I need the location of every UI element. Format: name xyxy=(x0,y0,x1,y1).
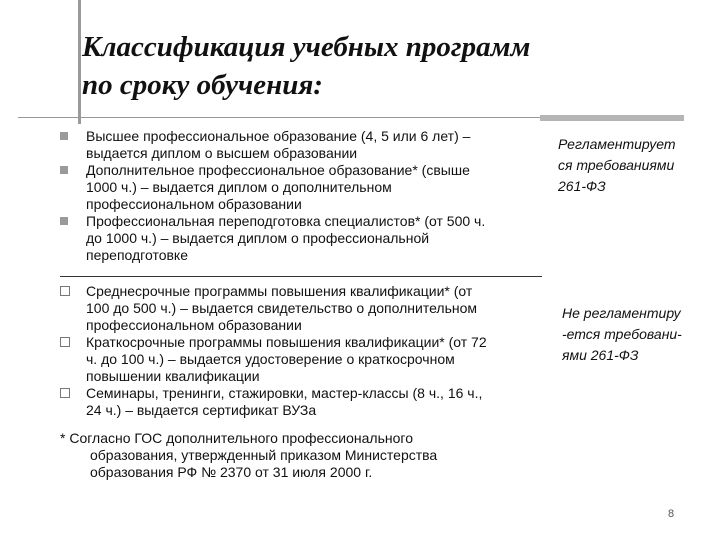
slide-title-line-1: Классификация учебных программ xyxy=(82,31,531,63)
list-item xyxy=(60,385,560,419)
list-item-line: Профессиональная переподготовка специалистов* (от 500 ч. xyxy=(86,213,486,229)
side-note-line: ся требованиями xyxy=(558,157,675,173)
list-item xyxy=(60,162,560,213)
list-item-line: Среднесрочные программы повышения квалификации* (от xyxy=(86,283,473,299)
side-note-line: 261-ФЗ xyxy=(558,178,606,194)
list-item-line: Семинары, тренинги, стажировки, мастер-классы (8 ч., 16 ч., xyxy=(86,385,483,401)
regulated-side-note xyxy=(558,134,708,197)
list-item-line: профессиональном образовании xyxy=(86,196,302,212)
list-item xyxy=(60,334,560,385)
side-note-line: Регламентирует xyxy=(558,136,676,152)
list-item xyxy=(60,128,560,162)
title-underline-accent xyxy=(540,115,684,121)
footnote-line: * Согласно ГОС дополнительного профессионального xyxy=(60,430,413,446)
regulated-programs-list xyxy=(60,128,560,264)
side-note-line: ями 261-ФЗ xyxy=(562,347,639,363)
footnote xyxy=(60,430,540,481)
list-item-line: 100 до 500 ч.) – выдается свидетельство о дополнительном xyxy=(86,300,478,316)
list-item-line: Дополнительное профессиональное образование* (свыше xyxy=(86,162,470,178)
list-item xyxy=(60,213,560,264)
unregulated-side-note xyxy=(562,303,712,366)
filled-square-bullet-icon xyxy=(60,132,68,140)
list-item-line: выдается диплом о высшем образовании xyxy=(86,145,358,161)
list-item-line: 1000 ч.) – выдается диплом о дополнительном xyxy=(86,179,392,195)
empty-square-bullet-icon xyxy=(60,337,70,347)
list-item-line: 24 ч.) – выдается сертификат ВУЗа xyxy=(86,402,317,418)
slide-title-line-2: по сроку обучения: xyxy=(82,69,323,101)
list-item-line: повышении квалификации xyxy=(86,368,260,384)
page-number: 8 xyxy=(668,508,675,520)
side-note-line: Не регламентиру xyxy=(562,305,681,321)
list-item-line: ч. до 100 ч.) – выдается удостоверение о краткосрочном xyxy=(86,351,455,367)
filled-square-bullet-icon xyxy=(60,217,68,225)
side-note-line: -ется требовани- xyxy=(562,326,682,342)
list-item-line: Высшее профессиональное образование (4, 5 или 6 лет) – xyxy=(86,128,471,144)
filled-square-bullet-icon xyxy=(60,166,68,174)
footnote-line: образования, утвержденный приказом Министерства xyxy=(90,447,438,463)
list-item-line: переподготовке xyxy=(86,247,188,263)
footnote-line: образования РФ № 2370 от 31 июля 2000 г. xyxy=(90,464,373,480)
list-item-line: Краткосрочные программы повышения квалификации* (от 72 xyxy=(86,334,487,350)
list-item-line: профессиональном образовании xyxy=(86,317,302,333)
list-item-line: до 1000 ч.) – выдается диплом о профессиональной xyxy=(86,230,430,246)
list-item xyxy=(60,283,560,334)
title-accent-bar xyxy=(78,0,81,124)
unregulated-programs-list xyxy=(60,283,560,419)
slide-title xyxy=(82,28,642,104)
empty-square-bullet-icon xyxy=(60,388,70,398)
section-divider xyxy=(60,276,542,277)
empty-square-bullet-icon xyxy=(60,286,70,296)
